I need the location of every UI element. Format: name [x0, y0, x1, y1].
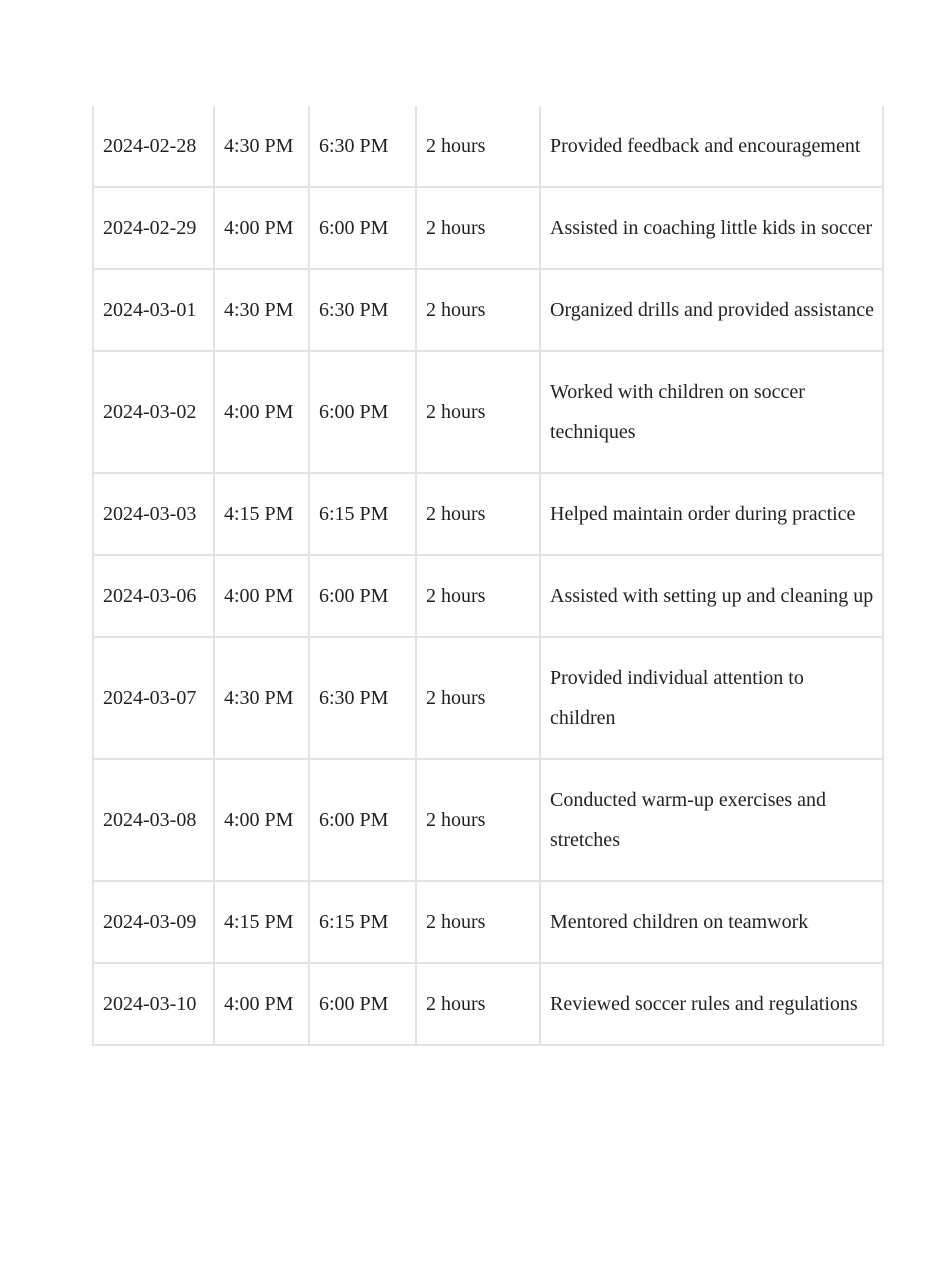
- hours-cell: 2 hours: [416, 106, 540, 187]
- start-time-cell: 4:30 PM: [214, 106, 309, 187]
- start-time-cell: 4:30 PM: [214, 637, 309, 759]
- start-time-cell: 4:30 PM: [214, 269, 309, 351]
- volunteer-log-table: [92, 106, 884, 1046]
- start-time-cell: 4:00 PM: [214, 555, 309, 637]
- hours-cell: 2 hours: [416, 187, 540, 269]
- activity-cell: Provided feedback and encouragement: [540, 106, 883, 187]
- date-cell: 2024-03-07: [93, 637, 214, 759]
- activity-cell: Organized drills and provided assistance: [540, 269, 883, 351]
- volunteer-log-table-container: [92, 106, 882, 1046]
- hours-cell: 2 hours: [416, 269, 540, 351]
- date-cell: 2024-03-06: [93, 555, 214, 637]
- date-cell: 2024-03-09: [93, 881, 214, 963]
- table-row: [93, 555, 883, 637]
- activity-cell: Assisted in coaching little kids in soccer: [540, 187, 883, 269]
- activity-cell: Mentored children on teamwork: [540, 881, 883, 963]
- table-row: [93, 351, 883, 473]
- hours-cell: 2 hours: [416, 473, 540, 555]
- activity-cell: Provided individual attention to children: [540, 637, 883, 759]
- hours-cell: 2 hours: [416, 351, 540, 473]
- hours-cell: 2 hours: [416, 637, 540, 759]
- start-time-cell: 4:00 PM: [214, 759, 309, 881]
- end-time-cell: 6:00 PM: [309, 351, 416, 473]
- hours-cell: 2 hours: [416, 555, 540, 637]
- end-time-cell: 6:15 PM: [309, 881, 416, 963]
- date-cell: 2024-03-03: [93, 473, 214, 555]
- hours-cell: 2 hours: [416, 963, 540, 1045]
- table-row: [93, 963, 883, 1045]
- table-row: [93, 269, 883, 351]
- table-body: [93, 106, 883, 1045]
- end-time-cell: 6:30 PM: [309, 637, 416, 759]
- end-time-cell: 6:00 PM: [309, 187, 416, 269]
- end-time-cell: 6:15 PM: [309, 473, 416, 555]
- start-time-cell: 4:00 PM: [214, 187, 309, 269]
- start-time-cell: 4:00 PM: [214, 963, 309, 1045]
- table-row: [93, 187, 883, 269]
- table-row: [93, 106, 883, 187]
- date-cell: 2024-03-01: [93, 269, 214, 351]
- start-time-cell: 4:15 PM: [214, 881, 309, 963]
- hours-cell: 2 hours: [416, 759, 540, 881]
- date-cell: 2024-03-08: [93, 759, 214, 881]
- activity-cell: Reviewed soccer rules and regulations: [540, 963, 883, 1045]
- date-cell: 2024-03-02: [93, 351, 214, 473]
- activity-cell: Helped maintain order during practice: [540, 473, 883, 555]
- end-time-cell: 6:00 PM: [309, 759, 416, 881]
- table-row: [93, 473, 883, 555]
- hours-cell: 2 hours: [416, 881, 540, 963]
- date-cell: 2024-02-29: [93, 187, 214, 269]
- start-time-cell: 4:15 PM: [214, 473, 309, 555]
- end-time-cell: 6:00 PM: [309, 963, 416, 1045]
- start-time-cell: 4:00 PM: [214, 351, 309, 473]
- table-row: [93, 637, 883, 759]
- activity-cell: Assisted with setting up and cleaning up: [540, 555, 883, 637]
- table-row: [93, 881, 883, 963]
- activity-cell: Worked with children on soccer techniques: [540, 351, 883, 473]
- end-time-cell: 6:30 PM: [309, 269, 416, 351]
- date-cell: 2024-03-10: [93, 963, 214, 1045]
- activity-cell: Conducted warm-up exercises and stretches: [540, 759, 883, 881]
- table-row: [93, 759, 883, 881]
- end-time-cell: 6:00 PM: [309, 555, 416, 637]
- end-time-cell: 6:30 PM: [309, 106, 416, 187]
- date-cell: 2024-02-28: [93, 106, 214, 187]
